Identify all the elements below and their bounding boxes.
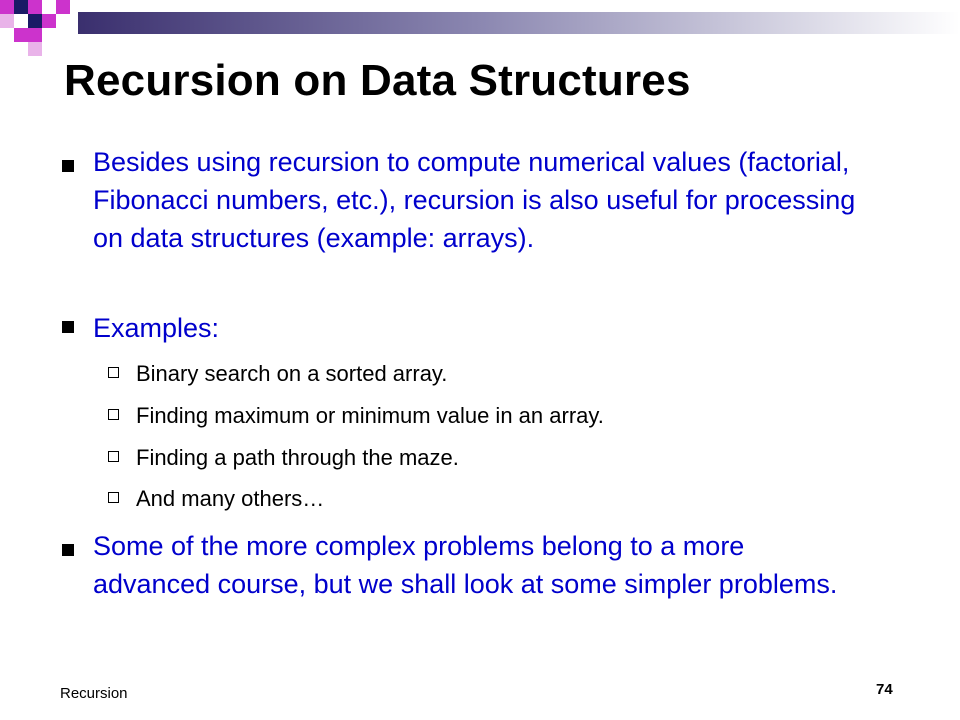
deco-square <box>28 42 42 56</box>
sub-bullet-many-others: And many others… <box>136 486 325 511</box>
header-decoration <box>0 0 960 60</box>
deco-square <box>14 28 28 42</box>
bullet-marker <box>62 321 74 333</box>
sub-bullet-marker <box>108 451 119 462</box>
deco-square <box>42 14 56 28</box>
bullet-marker <box>62 544 74 556</box>
sub-bullet-maze-path: Finding a path through the maze. <box>136 445 459 470</box>
sub-bullet-marker <box>108 367 119 378</box>
deco-square <box>56 0 70 14</box>
sub-bullet-marker <box>108 409 119 420</box>
page-number: 74 <box>876 681 893 698</box>
bullet-text-complex-problems: Some of the more complex problems belong to a more advanced course, but we shall look at some simpler problems. <box>93 531 838 599</box>
deco-square <box>28 0 42 14</box>
bullet-text-examples: Examples: <box>93 313 220 343</box>
deco-square <box>14 0 28 14</box>
deco-square <box>0 0 14 14</box>
sub-bullet-binary-search: Binary search on a sorted array. <box>136 361 448 386</box>
footer-label: Recursion <box>60 685 128 702</box>
bullet-marker <box>62 160 74 172</box>
sub-bullet-marker <box>108 492 119 503</box>
deco-square <box>0 14 14 28</box>
bullet-text-intro: Besides using recursion to compute numerical values (factorial, Fibonacci numbers, etc.), recursion is also useful for processing on data structures (example: arrays). <box>93 147 856 253</box>
sub-bullet-max-min: Finding maximum or minimum value in an array. <box>136 403 604 428</box>
slide-title: Recursion on Data Structures <box>64 56 691 105</box>
header-gradient-bar <box>78 12 960 34</box>
deco-square <box>28 28 42 42</box>
deco-square <box>28 14 42 28</box>
